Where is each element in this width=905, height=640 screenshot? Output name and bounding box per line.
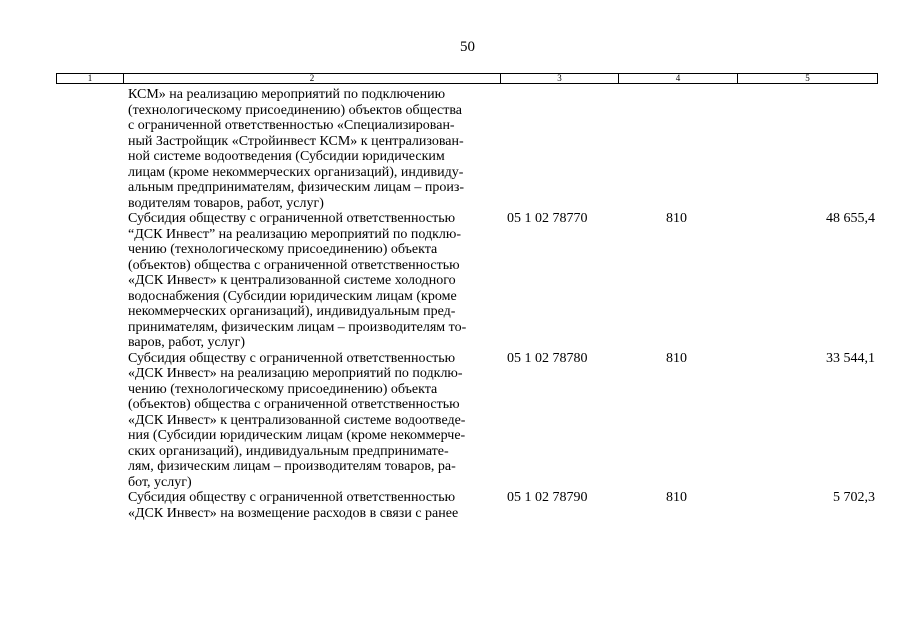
expense-type-code: 810: [666, 350, 687, 366]
description-line: (технологическому присоединению) объектов общества: [128, 102, 462, 118]
row-description: [128, 87, 498, 211]
description-line: водоснабжения (Субсидии юридическим лицам (кроме: [128, 288, 457, 304]
description-line: «ДСК Инвест» к централизованной системе холодного: [128, 273, 456, 288]
description-line: ной системе водоотведения (Субсидии юридическим: [128, 149, 445, 164]
row-description: [128, 211, 498, 351]
description-line: бот, услуг): [128, 474, 192, 490]
description-line: «ДСК Инвест» на возмещение расходов в связи с ранее: [128, 505, 459, 521]
description-line: “ДСК Инвест” на реализацию мероприятий по подклю-: [128, 226, 461, 242]
row-description: [128, 490, 498, 521]
table-row: [0, 87, 905, 211]
description-line: «ДСК Инвест» на реализацию мероприятий по подклю-: [128, 366, 463, 381]
table-row: [0, 490, 905, 521]
description-line: с ограниченной ответственностью «Специализирован-: [128, 118, 455, 133]
description-line: (объектов) общества с ограниченной ответственностью: [128, 257, 460, 273]
description-line: чению (технологическому присоединению) объекта: [128, 381, 438, 397]
column-header-5: 5: [805, 73, 810, 83]
budget-classification-code: 05 1 02 78780: [507, 350, 588, 366]
column-header-1: 1: [57, 74, 124, 83]
description-line: альным предпринимателям, физическим лицам – произ-: [128, 180, 465, 195]
expense-type-code: 810: [666, 490, 687, 505]
description-line: ских организаций), индивидуальным предпринимате-: [128, 443, 449, 459]
budget-classification-code: 05 1 02 78790: [507, 490, 588, 505]
column-header-4: 4: [619, 74, 738, 83]
column-header-3: 3: [501, 74, 619, 83]
table-row: [0, 211, 905, 351]
description-line: ния (Субсидии юридическим лицам (кроме некоммерче-: [128, 428, 466, 443]
row-description: [128, 351, 498, 491]
description-line: Субсидия обществу с ограниченной ответственностью: [128, 350, 456, 366]
description-line: КСМ» на реализацию мероприятий по подключению: [128, 87, 446, 102]
page-number: 50: [460, 39, 475, 55]
description-line: (объектов) общества с ограниченной ответственностью: [128, 397, 460, 412]
column-header-2: 2: [124, 74, 501, 83]
column-number-header: [56, 73, 878, 84]
expense-type-code: 810: [666, 211, 687, 226]
description-line: некоммерческих организаций), индивидуальным пред-: [128, 304, 456, 319]
description-line: чению (технологическому присоединению) объекта: [128, 242, 438, 257]
description-line: Субсидия обществу с ограниченной ответственностью: [128, 211, 456, 226]
budget-table-body: [0, 87, 905, 521]
amount-value: 48 655,4: [826, 211, 875, 226]
description-line: «ДСК Инвест» к централизованной системе водоотведе-: [128, 412, 466, 428]
amount-value: 33 544,1: [826, 350, 875, 366]
description-line: принимателям, физическим лицам – производителям то-: [128, 319, 467, 335]
budget-classification-code: 05 1 02 78770: [507, 211, 588, 226]
description-line: Субсидия обществу с ограниченной ответственностью: [128, 490, 456, 505]
description-line: варов, работ, услуг): [128, 335, 246, 350]
description-line: лицам (кроме некоммерческих организаций), индивиду-: [128, 164, 464, 180]
description-line: лям, физическим лицам – производителям товаров, ра-: [128, 459, 456, 474]
description-line: водителям товаров, работ, услуг): [128, 195, 324, 211]
amount-value: 5 702,3: [833, 490, 875, 505]
table-row: [0, 351, 905, 491]
description-line: ный Застройщик «Стройинвест КСМ» к централизован-: [128, 133, 464, 149]
